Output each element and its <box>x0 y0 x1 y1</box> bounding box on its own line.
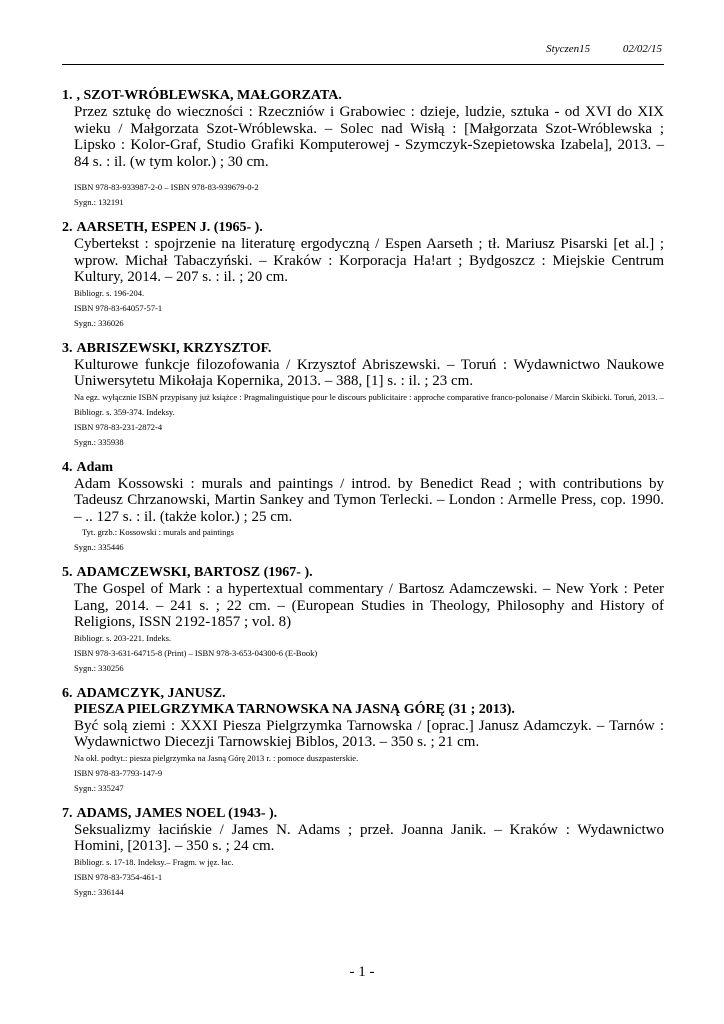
entry-description: Kulturowe funkcje filozofowania / Krzysztof Abriszewski. – Toruń : Wydawnictwo Naukowe Uniwersytetu Mikołaja Kopernika, 2013. – 388, [1] s. : il. ; 23 cm. <box>74 356 664 389</box>
entry-heading <box>62 88 664 104</box>
entry-author: ADAMS, JAMES NOEL (1943- ). <box>76 805 278 821</box>
entry-sygn: Sygn.: 335938 <box>74 436 124 447</box>
entry-author: ADAMCZYK, JANUSZ. <box>76 685 226 701</box>
entry-subject-heading: PIESZA PIELGRZYMKA TARNOWSKA NA JASNĄ GÓRĘ (31 ; 2013). <box>74 701 515 717</box>
entry-author: Adam <box>76 459 114 475</box>
entry-sygn: Sygn.: 336026 <box>74 317 124 328</box>
entry-1 <box>62 88 664 210</box>
entry-number: 1. <box>62 88 73 103</box>
entry-isbn: ISBN 978-83-231-2872-4 <box>74 421 163 432</box>
entry-description: Seksualizmy łacińskie / James N. Adams ; przeł. Joanna Janik. – Kraków : Wydawnictwo Homini, [2013]. – 350 s. ; 24 cm. <box>74 821 664 854</box>
entry-author: ABRISZEWSKI, KRZYSZTOF. <box>76 340 272 356</box>
entry-description: Cybertekst : spojrzenie na literaturę ergodyczną / Espen Aarseth ; tł. Mariusz Pisarski [et al.] ; wprow. Michał Tabaczyński. – Kraków : Korporacja Ha!art ; Bydgoszcz : Miejskie Centrum Kultury, 2014. – 207 s. : il. ; 20 cm. <box>74 236 664 285</box>
entry-description: The Gospel of Mark : a hypertextual commentary / Bartosz Adamczewski. – New York : Peter Lang, 2014. – 241 s. ; 22 cm. – (European Studies in Theology, Philosophy and History of Religions, ISSN 2192-1857 ; vol. 8) <box>74 581 664 630</box>
entry-heading <box>62 686 664 702</box>
entry-note: Na okł. podtyt.: piesza pielgrzymka na Jasną Górę 2013 r. : pomoce duszpasterskie. <box>74 752 359 763</box>
header-date: 02/02/15 <box>622 43 662 55</box>
entry-description: Być solą ziemi : XXXI Piesza Pielgrzymka Tarnowska / [oprac.] Janusz Adamczyk. – Tarnów : Wydawnictwo Diecezji Tarnowskiej Biblos, 2013. – 350 s. ; 21 cm. <box>74 717 664 750</box>
entry-list <box>62 88 664 910</box>
entry-sygn: Sygn.: 132191 <box>74 197 124 207</box>
entry-3 <box>62 341 664 450</box>
entry-heading <box>62 806 664 822</box>
entry-heading <box>62 220 664 236</box>
entry-7 <box>62 806 664 900</box>
entry-sygn: Sygn.: 335446 <box>74 542 124 552</box>
entry-number: 3. <box>62 340 73 356</box>
entry-5 <box>62 565 664 676</box>
entry-number: 6. <box>62 685 73 701</box>
entry-heading <box>62 565 664 581</box>
header-rule <box>62 64 664 65</box>
entry-4 <box>62 460 664 556</box>
entry-number: 2. <box>62 220 73 235</box>
entry-description: Adam Kossowski : murals and paintings / introd. by Benedict Read ; with contributions by Tadeusz Chrzanowski, Martin Sankey and Tymon Terlecki. – London : Armelle Press, cop. 1990. – .. 127 s. : il. (także kolor.) ; 25 cm. <box>74 475 664 525</box>
entry-isbn: ISBN 978-83-933987-2-0 – ISBN 978-83-939679-0-2 <box>74 182 259 192</box>
entry-2 <box>62 220 664 331</box>
entry-number: 7. <box>62 805 73 821</box>
entry-heading <box>62 460 664 476</box>
entry-description: Przez sztukę do wieczności : Rzeczniów i Grabowiec : dzieje, ludzie, sztuka - od XVI do XIX wieku / Małgorzata Szot-Wróblewska. – Solec nad Wisłą : [Małgorzata Szot-Wróblewska ; Lipsko : Kolor-Graf, Studio Grafiki Komputerowej - Szymczyk-Szepietowska Izabela], 2013. – 84 s. : il. (w tym kolor.) ; 30 cm. <box>74 104 664 170</box>
header-left: Styczen15 <box>546 43 591 55</box>
entry-heading <box>62 341 664 357</box>
page-number: - 1 - <box>349 964 375 980</box>
entry-isbn: ISBN 978-3-631-64715-8 (Print) – ISBN 978-3-653-04300-6 (E-Book) <box>74 647 318 658</box>
entry-note: Bibliogr. s. 17-18. Indeksy.– Fragm. w jęz. łac. <box>74 856 234 867</box>
entry-note: Bibliogr. s. 196-204. <box>74 287 145 298</box>
entry-isbn: ISBN 978-83-7793-147-9 <box>74 767 163 778</box>
entry-note: Bibliogr. s. 203-221. Indeks. <box>74 632 172 643</box>
entry-note: Tyt. grzb.: Kossowski : murals and paintings <box>82 527 234 537</box>
entry-number: 4. <box>62 459 73 475</box>
entry-author: ADAMCZEWSKI, BARTOSZ (1967- ). <box>76 565 313 580</box>
entry-sygn: Sygn.: 336144 <box>74 886 124 897</box>
entry-note: Na egz. wyłącznie ISBN przypisany już książce : Pragmalinguistique pour le discours publicitaire : approche comparative franco-polonaise / Marcin Skibicki. Toruń, 2013. – Bibliogr. s. 359-374. Indeksy. <box>74 391 664 417</box>
entry-sygn: Sygn.: 335247 <box>74 782 124 793</box>
entry-isbn: ISBN 978-83-64057-57-1 <box>74 302 163 313</box>
entry-number: 5. <box>62 565 73 580</box>
entry-6 <box>62 686 664 796</box>
page-header <box>546 43 662 55</box>
entry-sygn: Sygn.: 330256 <box>74 662 124 673</box>
entry-author: , SZOT-WRÓBLEWSKA, MAŁGORZATA. <box>76 88 342 103</box>
entry-isbn: ISBN 978-83-7354-461-1 <box>74 871 163 882</box>
entry-author: AARSETH, ESPEN J. (1965- ). <box>76 220 263 235</box>
